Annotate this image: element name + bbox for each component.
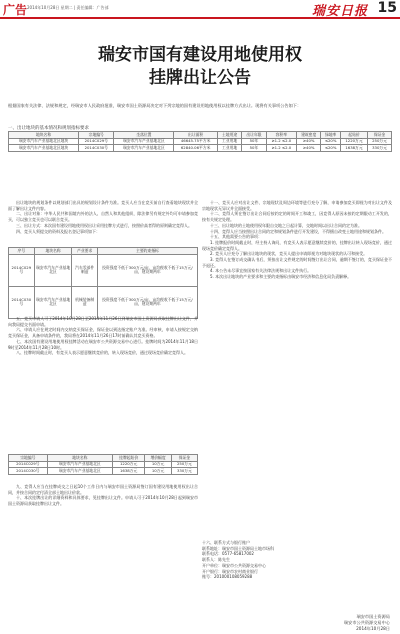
table-header: 土地用途 <box>217 132 241 139</box>
table-header: 宗地编号 <box>9 455 48 462</box>
issue-date: 2014年10月28日 <box>356 626 390 631</box>
table-cell: 瑞安市汽车产业基地北区 <box>34 254 72 286</box>
paragraph: 五、竞买申请人可于2014年10月28日至2014年11月26日到瑞安市国土资源局获取挂牌出让文件，并向我局提交书面申请。 <box>8 316 198 327</box>
section-heading: 一、出让地块的基本情况和规划指标要求 <box>8 126 89 131</box>
paragraph: 十二、竞得人须在签订出让合同后按约定的时间开工和竣工，因竞得人原因未按约定期限动工开发的，按有关规定处理。 <box>202 211 392 223</box>
table-cell: 1638万元 <box>340 145 367 152</box>
paragraph: 十、本次挂牌出让的详细资料和具体要求，见挂牌出让文件。申请人可于2014年10月28日起到瑞安市国土资源局获取挂牌出让文件。 <box>8 495 198 507</box>
table-cell: 2014C030号 <box>79 145 114 152</box>
table-header: 绿地率 <box>321 132 341 139</box>
paragraph: 九、竞得人应当在挂牌成交之日起10个工作日内与瑞安市国土资源局签订国有建设用地使用权出让合同，并按合同约定付清全部土地出让价款。 <box>8 484 198 495</box>
table-cell: 1220万元 <box>113 461 145 468</box>
page-number: 15 <box>377 0 397 16</box>
table-header: 坐落位置 <box>114 132 174 139</box>
paragraph: 四、竞买人须提交的资料及报名登记事项如下： <box>16 228 100 234</box>
table-header: 地块名称 <box>47 455 113 462</box>
bidding-price-table <box>8 454 198 475</box>
table-header: 保证金 <box>368 132 392 139</box>
table-header: 建筑密度 <box>296 132 320 139</box>
table-cell: 投资强度不低于300万元/亩，亩均税收不低于15万元/亩，建设期两年 <box>97 254 197 286</box>
paragraph: 二、出让对象：中华人民共和国境内外的法人、自然人和其他组织，除法律另有规定外均可申请参加竞买，可以独立竞买也可以联合竞买。 <box>8 211 198 223</box>
table-header: 出让面积 <box>174 132 218 139</box>
table-cell: 10万元 <box>145 468 172 475</box>
table-cell: 瑞安市汽车产业基地北区 <box>114 138 174 145</box>
table-cell: 投资强度不低于300万元/亩，亩均税收不低于15万元/亩，建设期两年 <box>97 286 197 318</box>
table-header: 主要约束指标 <box>97 248 197 255</box>
table-cell: 50年 <box>242 138 266 145</box>
right-column <box>202 200 392 280</box>
table-cell: 瑞安市汽车产业基地北区 <box>47 461 113 468</box>
announcement-title-line2: 挂牌出让公告 <box>149 68 251 88</box>
intro-paragraph: 根据国家有关法律、法规和规定，经瑞安市人民政府批准，瑞安市国土资源局决定对下列宗地的国有建设用地使用权以挂牌方式出让。现将有关事项公告如下： <box>8 103 302 108</box>
paragraph: 3. 竞得人在签订成交确认书后，须按出让文件规定的时间签订出让合同，逾期不签订的，竞买保证金不予退还。 <box>202 257 392 268</box>
left-column-section-2 <box>8 316 198 356</box>
left-column-section-1 <box>8 200 198 234</box>
table-cell: 2014C030号 <box>9 286 35 318</box>
table-cell: 10万元 <box>145 461 172 468</box>
table-cell: 250万元 <box>171 461 197 468</box>
table-cell: 2014C029号 <box>9 461 48 468</box>
paragraph: 十一、竞买人应对出让文件、宗地现状及周边环境等进行充分了解，申请参加竞买即视为对出让文件及宗地现状无异议并全面接受。 <box>202 200 392 211</box>
table-row <box>9 145 392 152</box>
table-cell: 汽车零部件制造 <box>72 254 97 286</box>
paragraph: 出让地块的规划条件以规划部门出具的规划设计条件为准。竞买人应当在竞买前自行查看地块现状并全面了解出让文件内容。 <box>8 200 198 211</box>
paragraph: 七、本次国有建设用地使用权挂牌活动在瑞安市公共资源交易中心进行。挂牌时间为2014年11月18日9时至2014年11月28日10时。 <box>8 338 198 350</box>
table-header: 地块名称 <box>34 248 72 255</box>
table-header: 起始价 <box>340 132 367 139</box>
contact-line: 联系电话：0577-65817002 <box>202 551 254 557</box>
paragraph: 十五、其他需要公告的事项： <box>210 234 262 240</box>
table-cell: 330万元 <box>171 468 197 475</box>
table-cell: ≥40% <box>296 145 320 152</box>
header-meta: 2014年10月28日 星期二 | 责任编辑：广告部 <box>27 5 109 10</box>
table-cell: 瑞安市汽车产业基地北区地块 <box>9 145 79 152</box>
paragraph: 4. 本公告未尽事宜按国家有关法律法规和出让文件执行。 <box>210 268 312 274</box>
contact-line: 开户单位：瑞安市公共资源交易中心 <box>202 562 266 568</box>
table-cell: 1638万元 <box>113 468 145 475</box>
contact-block <box>202 540 392 580</box>
table-cell: 2014C030号 <box>9 468 48 475</box>
issuing-organization: 瑞安市国土资源局 <box>356 614 390 619</box>
table-cell: 瑞安市汽车产业基地北区地块 <box>9 138 79 145</box>
table-row <box>9 286 198 318</box>
parcel-table <box>8 131 392 152</box>
table-cell: 瑞安市汽车产业基地北区 <box>114 145 174 152</box>
table-cell: 330万元 <box>368 145 392 152</box>
table-cell: ≤20% <box>321 145 341 152</box>
section-label: 广告 <box>3 3 28 17</box>
newspaper-name: 瑞安日报 <box>311 4 368 19</box>
signature-block <box>344 614 390 632</box>
table-row <box>9 254 198 286</box>
paragraph: 三、出让方式：本次国有建设用地使用权出让采用挂牌方式进行，按照价高者得的原则确定竞得人。 <box>16 222 192 228</box>
paragraph: 十四、竞得人应当按照出让合同约定和规划条件进行开发建设，不得擅自改变土地用途和规划条件。 <box>210 228 386 234</box>
paragraph: 2. 竞买人应充分了解出让地块的现状，竞买人提出申请即视为对地块现状的认可和接受。 <box>210 251 368 257</box>
contact-line: 联系地址：瑞安市国土资源局土地市场科 <box>202 545 274 551</box>
table-cell: 工业用地 <box>217 145 241 152</box>
contact-line: 账号：201000108059288 <box>202 574 253 580</box>
table-header: 宗地编号 <box>79 132 114 139</box>
table-cell: 2014C029号 <box>79 138 114 145</box>
table-cell: 62840.06平方米 <box>174 145 218 152</box>
announcement-title-line1: 瑞安市国有建设用地使用权 <box>98 45 302 65</box>
contact-line: 联系人：陈先生 <box>202 557 230 563</box>
paragraph: 1. 挂牌报价时间截止时，经主持人询问，有竞买人表示愿意继续竞价的，挂牌出让转入现场竞价，通过现场竞价确定竞得人。 <box>202 239 392 251</box>
table-header: 容积率 <box>266 132 296 139</box>
table-cell: 瑞安市汽车产业基地北区 <box>47 468 113 475</box>
table-cell: 2014C029号 <box>9 254 35 286</box>
table-cell: ≥1.2 ≤2.0 <box>266 145 296 152</box>
table-row <box>9 468 198 475</box>
table-cell: 工业用地 <box>217 138 241 145</box>
table-header: 保证金 <box>171 455 197 462</box>
industry-requirement-table <box>8 247 198 319</box>
table-header: 增价幅度 <box>145 455 172 462</box>
paragraph: 六、申请人应在规定时间内交纳竞买保证金，保证金以到达指定账户为准。经审核，申请人按规定交纳竞买保证金，具备申请条件的，我局将在2014年11月26日17时前确认其竞买资格。 <box>8 327 198 339</box>
paragraph: 十三、出让地块的土地使用权年限自交地之日起计算，交地时间以出让合同约定为准。 <box>210 222 362 228</box>
table-cell: 1220万元 <box>340 138 367 145</box>
contact-line: 开户银行：瑞安市农村商业银行 <box>202 568 258 574</box>
left-column-section-3 <box>8 484 198 507</box>
page-header <box>0 0 400 19</box>
table-header: 序号 <box>9 248 35 255</box>
table-cell: ≤20% <box>321 138 341 145</box>
issuing-organization-2: 瑞安市公共资源交易中心 <box>343 620 390 625</box>
table-cell: 250万元 <box>368 138 392 145</box>
contact-heading: 十六、联系方式与银行账户 <box>202 540 250 545</box>
table-cell: 瑞安市汽车产业基地北区 <box>34 286 72 318</box>
table-cell: 50年 <box>242 145 266 152</box>
paragraph: 5. 本次出让地块的产业要求和主要约束指标由瑞安市经济和信息化局负责解释。 <box>210 274 352 280</box>
table-header: 地块名称 <box>9 132 79 139</box>
table-cell: ≥40% <box>296 138 320 145</box>
table-header: 产业要求 <box>72 248 97 255</box>
table-cell: ≥1.2 ≤2.0 <box>266 138 296 145</box>
table-cell: 46645.75平方米 <box>174 138 218 145</box>
paragraph: 八、挂牌时间截止时，有竞买人表示愿意继续竞价的，转入现场竞价，通过现场竞价确定竞得人。 <box>16 350 188 356</box>
table-cell: 机械装备制造 <box>72 286 97 318</box>
table-header: 出让年限 <box>242 132 266 139</box>
table-header: 挂牌起始价 <box>113 455 145 462</box>
